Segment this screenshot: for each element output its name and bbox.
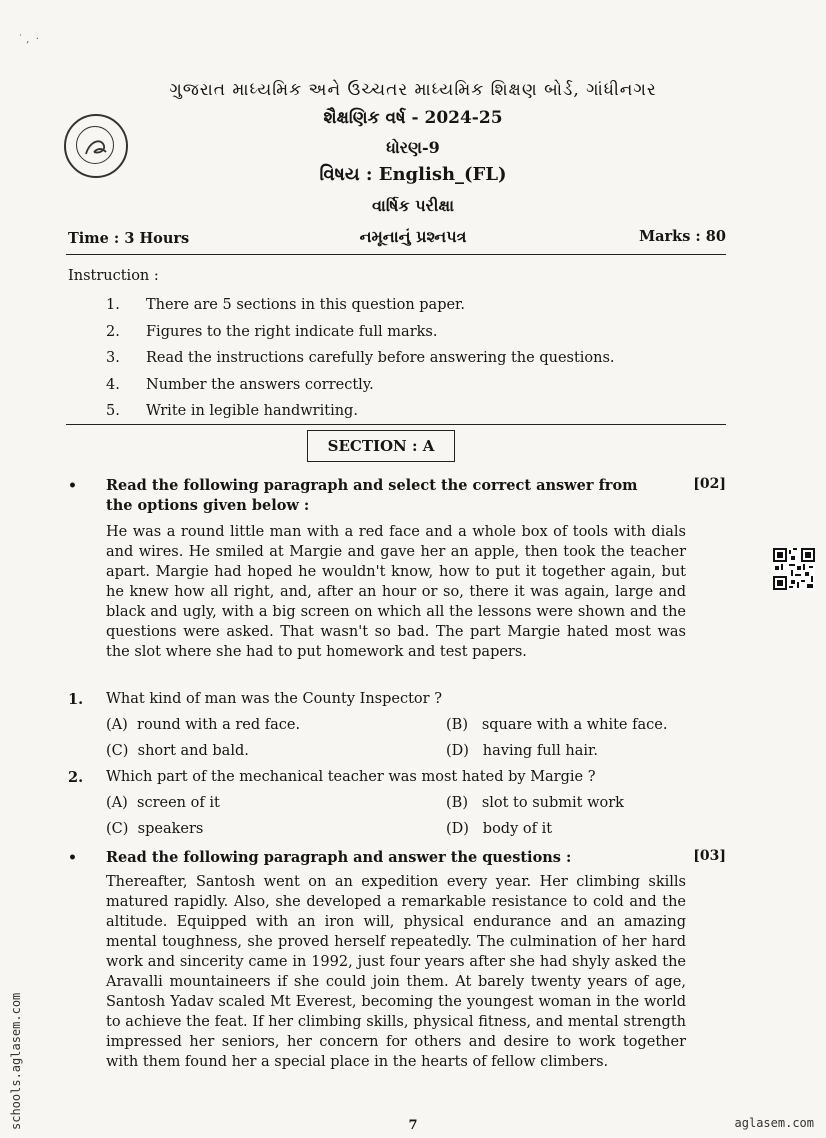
instruction-divider xyxy=(66,424,726,425)
instruction-list xyxy=(106,292,615,425)
header-divider xyxy=(66,254,726,255)
subject: વિષય : English_(FL) xyxy=(319,164,507,185)
question-text: Which part of the mechanical teacher was most hated by Margie ? xyxy=(106,769,596,785)
bullet: • xyxy=(68,850,77,866)
instruction-item: 3. Read the instructions carefully before answering the questions. xyxy=(106,350,615,366)
instruction-item: 4. Number the answers correctly. xyxy=(106,376,374,393)
marks-label: [02] xyxy=(693,476,726,492)
question-text: What kind of man was the County Inspector ? xyxy=(106,691,442,707)
standard: ધોરણ-9 xyxy=(386,138,440,157)
option-a: (A) round with a red face. xyxy=(106,717,301,733)
option-b: (B) slot to submit work xyxy=(446,795,624,811)
section-title: SECTION : A xyxy=(307,430,455,462)
scan-specks: ˙ ‚ · xyxy=(18,34,39,45)
option-b: (B) square with a white face. xyxy=(446,717,668,733)
marks-label: [03] xyxy=(693,848,726,864)
board-name: ગુજરાત માધ્યમિક અને ઉચ્ચતર માધ્યમિક શિક્ષણ બોર્ડ, ગાંધીનગર xyxy=(169,80,657,100)
paper-type: નમૂનાનું પ્રશ્નપત્ર xyxy=(359,227,467,246)
exam-name: વાર્ષિક પરીક્ષા xyxy=(371,196,455,215)
corner-watermark: aglasem.com xyxy=(734,1116,814,1130)
qr-code xyxy=(773,548,815,590)
passage-instruction: Read the following paragraph and select the correct answer from the options given below : xyxy=(106,477,638,514)
total-marks: Marks : 80 xyxy=(639,228,726,245)
instruction-item: 1. There are 5 sections in this question paper. xyxy=(106,297,465,313)
option-c: (C) short and bald. xyxy=(106,743,249,759)
option-d: (D) having full hair. xyxy=(446,743,598,759)
bullet: • xyxy=(68,478,77,494)
instruction-heading: Instruction : xyxy=(68,268,159,284)
passage-paragraph: He was a round little man with a red face and a whole box of tools with dials and wires. He smiled at Margie and gave her an apple, then took the teacher apart. Margie had hoped he wouldn't know, how to put it together again, but he knew how all right, and, after an hour or so, there it was again, large and black and ugly, with a big screen on which all the lessons were shown and the questions were asked. That wasn't so bad. The part Margie hated most was the slot where she had to put homework and test papers. xyxy=(106,524,686,660)
passage-instruction: Read the following paragraph and answer the questions : xyxy=(106,849,572,866)
svg-text:schools.aglasem.com: schools.aglasem.com xyxy=(9,992,23,1130)
instruction-item: 5. Write in legible handwriting. xyxy=(106,403,358,419)
page-number: 7 xyxy=(408,1118,418,1133)
instruction-item: 2. Figures to the right indicate full marks. xyxy=(106,323,438,340)
question-number: 2. xyxy=(68,769,84,786)
option-c: (C) speakers xyxy=(106,821,204,837)
option-d: (D) body of it xyxy=(446,821,553,837)
option-a: (A) screen of it xyxy=(106,795,220,811)
side-watermark xyxy=(6,940,26,1130)
passage-paragraph: Thereafter, Santosh went on an expedition every year. Her climbing skills matured rapidly. Also, she developed a remarkable resistance to cold and the altitude. Equipped with an iron will, physical endurance and an amazing mental toughness, she proved herself repeatedly. The culmination of her hard work and sincerity came in 1992, just four years after she had shyly asked the Aravalli mountaineers if she could join them. At barely twenty years of age, Santosh Yadav scaled Mt Everest, becoming the youngest woman in the world to achieve the feat. If her climbing skills, physical fitness, and mental strength impressed her seniors, her concern for others and desire to work together with them found her a special place in the hearts of fellow climbers. xyxy=(106,874,686,1070)
academic-year: શૈક્ષણિક વર્ષ - 2024-25 xyxy=(323,108,503,128)
question-number: 1. xyxy=(68,691,84,708)
time-allowed: Time : 3 Hours xyxy=(68,230,190,247)
